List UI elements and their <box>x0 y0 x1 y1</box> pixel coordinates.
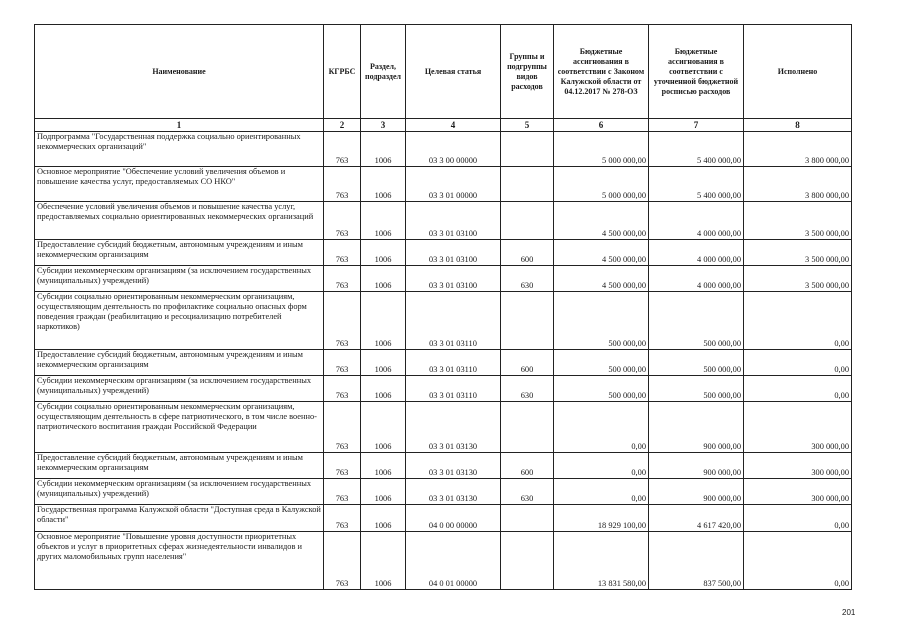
row-expense-group: 630 <box>501 376 554 402</box>
row-kgrbs: 763 <box>324 479 361 505</box>
row-name: Основное мероприятие "Повышение уровня доступности приоритетных объектов и услуг в приоритетных сферах жизнедеятельности инвалидов и других маломобильных групп населения" <box>35 532 324 590</box>
row-target-article: 03 3 01 03100 <box>406 240 501 266</box>
row-law-allocation: 4 500 000,00 <box>554 266 649 292</box>
row-kgrbs: 763 <box>324 202 361 240</box>
row-law-allocation: 4 500 000,00 <box>554 202 649 240</box>
row-kgrbs: 763 <box>324 505 361 532</box>
row-kgrbs: 763 <box>324 266 361 292</box>
row-section: 1006 <box>361 402 406 453</box>
row-name: Подпрограмма "Государственная поддержка социально ориентированных некоммерческих организаций" <box>35 132 324 167</box>
table-row <box>35 479 852 505</box>
column-number: 2 <box>324 119 361 132</box>
row-kgrbs: 763 <box>324 292 361 350</box>
row-law-allocation: 0,00 <box>554 453 649 479</box>
row-name: Субсидии социально ориентированным некоммерческим организациям, осуществляющим деятельность по профилактике социально опасных форм поведения граждан (реабилитацию и ресоциализацию потребителей наркотиков) <box>35 292 324 350</box>
row-executed: 0,00 <box>744 350 852 376</box>
column-number: 3 <box>361 119 406 132</box>
row-expense-group <box>501 532 554 590</box>
header-kgrbs: КГРБС <box>324 25 361 119</box>
row-law-allocation: 500 000,00 <box>554 292 649 350</box>
table-row <box>35 167 852 202</box>
table-row <box>35 402 852 453</box>
row-section: 1006 <box>361 505 406 532</box>
row-expense-group: 630 <box>501 479 554 505</box>
row-law-allocation: 13 831 580,00 <box>554 532 649 590</box>
column-number: 6 <box>554 119 649 132</box>
row-kgrbs: 763 <box>324 453 361 479</box>
row-refined-allocation: 500 000,00 <box>649 292 744 350</box>
row-executed: 0,00 <box>744 532 852 590</box>
row-target-article: 03 3 01 00000 <box>406 167 501 202</box>
row-kgrbs: 763 <box>324 376 361 402</box>
row-expense-group: 600 <box>501 453 554 479</box>
row-kgrbs: 763 <box>324 132 361 167</box>
row-refined-allocation: 900 000,00 <box>649 479 744 505</box>
row-refined-allocation: 5 400 000,00 <box>649 132 744 167</box>
row-executed: 300 000,00 <box>744 402 852 453</box>
row-name: Предоставление субсидий бюджетным, автономным учреждениям и иным некоммерческим организациям <box>35 453 324 479</box>
row-expense-group <box>501 292 554 350</box>
row-expense-group: 600 <box>501 350 554 376</box>
row-name: Основное мероприятие "Обеспечение условий увеличения объемов и повышение качества услуг, предоставляемых СО НКО" <box>35 167 324 202</box>
row-section: 1006 <box>361 350 406 376</box>
row-target-article: 03 3 00 00000 <box>406 132 501 167</box>
row-executed: 300 000,00 <box>744 453 852 479</box>
table-row <box>35 453 852 479</box>
row-executed: 3 800 000,00 <box>744 132 852 167</box>
row-name: Субсидии некоммерческим организациям (за исключением государственных (муниципальных) учреждений) <box>35 376 324 402</box>
row-executed: 3 500 000,00 <box>744 202 852 240</box>
row-name: Субсидии некоммерческим организациям (за исключением государственных (муниципальных) учреждений) <box>35 266 324 292</box>
row-refined-allocation: 4 000 000,00 <box>649 202 744 240</box>
row-law-allocation: 5 000 000,00 <box>554 132 649 167</box>
row-target-article: 03 3 01 03130 <box>406 453 501 479</box>
row-name: Предоставление субсидий бюджетным, автономным учреждениям и иным некоммерческим организациям <box>35 350 324 376</box>
header-target-article: Целевая статья <box>406 25 501 119</box>
row-kgrbs: 763 <box>324 350 361 376</box>
row-target-article: 03 3 01 03110 <box>406 350 501 376</box>
row-refined-allocation: 4 000 000,00 <box>649 240 744 266</box>
row-section: 1006 <box>361 532 406 590</box>
row-law-allocation: 0,00 <box>554 402 649 453</box>
table-row <box>35 350 852 376</box>
row-refined-allocation: 837 500,00 <box>649 532 744 590</box>
row-expense-group <box>501 202 554 240</box>
row-kgrbs: 763 <box>324 240 361 266</box>
row-section: 1006 <box>361 266 406 292</box>
table-row <box>35 292 852 350</box>
row-law-allocation: 4 500 000,00 <box>554 240 649 266</box>
row-target-article: 03 3 01 03100 <box>406 202 501 240</box>
row-name: Обеспечение условий увеличения объемов и повышение качества услуг, предоставляемых социально ориентированных некоммерческих организаций <box>35 202 324 240</box>
row-executed: 3 800 000,00 <box>744 167 852 202</box>
table-row <box>35 266 852 292</box>
column-number-row <box>35 119 852 132</box>
row-executed: 0,00 <box>744 292 852 350</box>
row-refined-allocation: 4 617 420,00 <box>649 505 744 532</box>
header-refined-allocation: Бюджетные ассигнования в соответствии с уточненной бюджетной росписью расходов <box>649 25 744 119</box>
row-expense-group <box>501 505 554 532</box>
column-number: 5 <box>501 119 554 132</box>
row-section: 1006 <box>361 167 406 202</box>
row-target-article: 04 0 01 00000 <box>406 532 501 590</box>
column-number: 4 <box>406 119 501 132</box>
row-refined-allocation: 4 000 000,00 <box>649 266 744 292</box>
row-section: 1006 <box>361 292 406 350</box>
row-law-allocation: 5 000 000,00 <box>554 167 649 202</box>
table-row <box>35 202 852 240</box>
table-row <box>35 240 852 266</box>
row-expense-group: 630 <box>501 266 554 292</box>
row-expense-group <box>501 132 554 167</box>
column-number: 1 <box>35 119 324 132</box>
table-row <box>35 132 852 167</box>
row-law-allocation: 0,00 <box>554 479 649 505</box>
row-name: Предоставление субсидий бюджетным, автономным учреждениям и иным некоммерческим организациям <box>35 240 324 266</box>
column-number: 7 <box>649 119 744 132</box>
row-target-article: 03 3 01 03110 <box>406 292 501 350</box>
row-kgrbs: 763 <box>324 402 361 453</box>
row-expense-group <box>501 402 554 453</box>
row-name: Государственная программа Калужской области "Доступная среда в Калужской области" <box>35 505 324 532</box>
row-kgrbs: 763 <box>324 167 361 202</box>
table-row <box>35 532 852 590</box>
row-refined-allocation: 900 000,00 <box>649 402 744 453</box>
page-number: 201 <box>842 608 856 617</box>
row-name: Субсидии некоммерческим организациям (за исключением государственных (муниципальных) учреждений) <box>35 479 324 505</box>
row-target-article: 03 3 01 03100 <box>406 266 501 292</box>
row-refined-allocation: 500 000,00 <box>649 350 744 376</box>
row-law-allocation: 500 000,00 <box>554 350 649 376</box>
column-number: 8 <box>744 119 852 132</box>
row-target-article: 03 3 01 03130 <box>406 479 501 505</box>
row-refined-allocation: 5 400 000,00 <box>649 167 744 202</box>
row-section: 1006 <box>361 240 406 266</box>
header-row <box>35 25 852 119</box>
row-expense-group: 600 <box>501 240 554 266</box>
row-section: 1006 <box>361 453 406 479</box>
row-law-allocation: 18 929 100,00 <box>554 505 649 532</box>
budget-table <box>34 24 852 590</box>
row-kgrbs: 763 <box>324 532 361 590</box>
row-law-allocation: 500 000,00 <box>554 376 649 402</box>
row-expense-group <box>501 167 554 202</box>
row-executed: 0,00 <box>744 376 852 402</box>
row-name: Субсидии социально ориентированным некоммерческим организациям, осуществляющим деятельность в сфере патриотического, в том числе военно-патриотического воспитания граждан Российской Федерации <box>35 402 324 453</box>
header-executed: Исполнено <box>744 25 852 119</box>
row-executed: 0,00 <box>744 505 852 532</box>
row-refined-allocation: 500 000,00 <box>649 376 744 402</box>
row-target-article: 03 3 01 03130 <box>406 402 501 453</box>
row-executed: 300 000,00 <box>744 479 852 505</box>
row-section: 1006 <box>361 132 406 167</box>
row-refined-allocation: 900 000,00 <box>649 453 744 479</box>
header-section: Раздел, подраздел <box>361 25 406 119</box>
table-row <box>35 505 852 532</box>
header-name: Наименование <box>35 25 324 119</box>
row-executed: 3 500 000,00 <box>744 240 852 266</box>
row-target-article: 04 0 00 00000 <box>406 505 501 532</box>
row-section: 1006 <box>361 479 406 505</box>
row-executed: 3 500 000,00 <box>744 266 852 292</box>
header-law-allocation: Бюджетные ассигнования в соответствии с Законом Калужской области от 04.12.2017 № 278-ОЗ <box>554 25 649 119</box>
header-expense-groups: Группы и подгруппы видов расходов <box>501 25 554 119</box>
table-row <box>35 376 852 402</box>
row-section: 1006 <box>361 376 406 402</box>
row-target-article: 03 3 01 03110 <box>406 376 501 402</box>
row-section: 1006 <box>361 202 406 240</box>
